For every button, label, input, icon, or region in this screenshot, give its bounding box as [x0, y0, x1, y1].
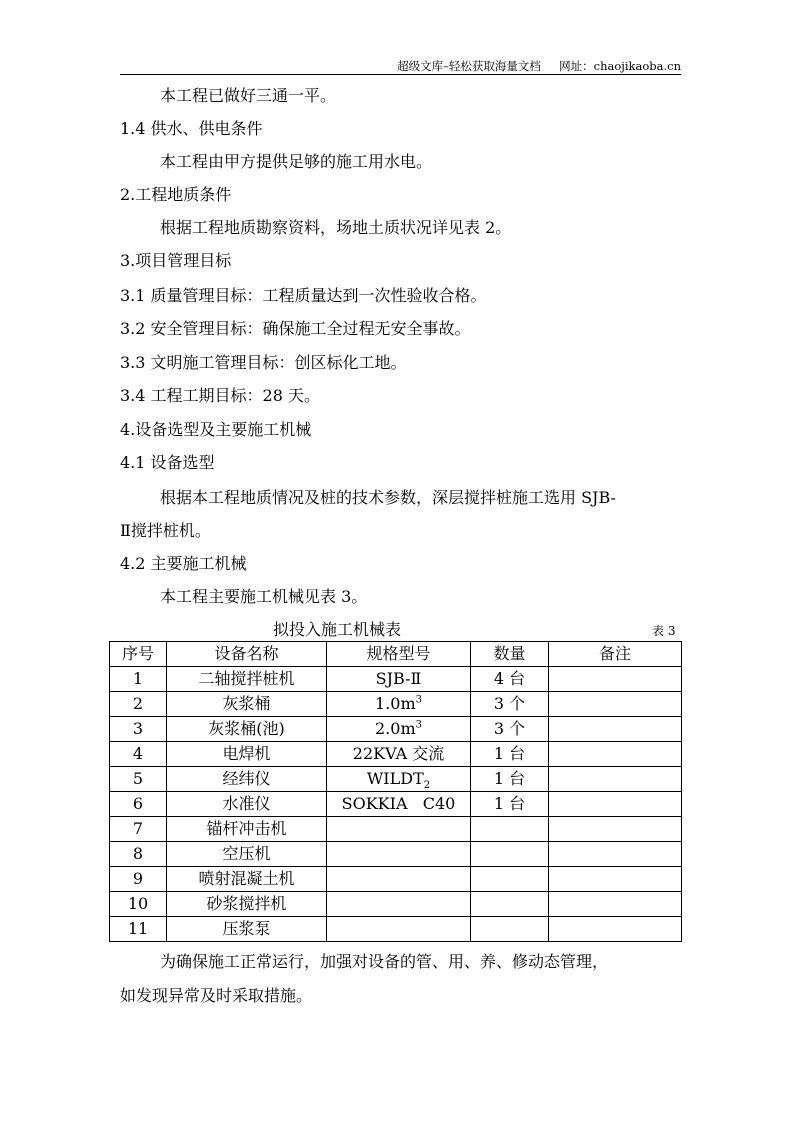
section-heading-2: 2.工程地质条件	[120, 185, 232, 204]
cell-no: 1	[110, 667, 167, 692]
paragraph-continued: 如发现异常及时采取措施。	[120, 986, 313, 1005]
table-row	[110, 842, 682, 867]
table-header-row	[110, 642, 682, 667]
cell-qty: 1 台	[471, 792, 549, 817]
paragraph: 本工程由甲方提供足够的施工用水电。	[160, 152, 433, 171]
paragraph: 本工程已做好三通一平。	[160, 86, 337, 105]
cell-qty: 4 台	[471, 667, 549, 692]
cell-no: 3	[110, 717, 167, 742]
table-number: 表 3	[652, 624, 676, 638]
cell-spec	[327, 842, 471, 867]
paragraph: 为确保施工正常运行，加强对设备的管、用、养、修动态管理，	[160, 952, 609, 971]
cell-note	[549, 917, 682, 942]
cell-spec: $1.0m^3$	[327, 692, 471, 717]
column-header-no: 序号	[110, 642, 167, 667]
cell-note	[549, 767, 682, 792]
cell-no: 8	[110, 842, 167, 867]
table-row	[110, 767, 682, 792]
cell-note	[549, 867, 682, 892]
cell-no: 7	[110, 817, 167, 842]
cell-spec: $WILDT_2$	[327, 767, 471, 792]
cell-spec: SJB-Ⅱ	[327, 667, 471, 692]
cell-qty	[471, 892, 549, 917]
table-row	[110, 792, 682, 817]
column-header-spec: 规格型号	[327, 642, 471, 667]
table-row	[110, 892, 682, 917]
section-heading-4-2: 4.2 主要施工机械	[120, 554, 247, 573]
cell-no: 6	[110, 792, 167, 817]
table-row	[110, 817, 682, 842]
table-row	[110, 867, 682, 892]
section-heading-3-4: 3.4 工程工期目标：28 天。	[120, 386, 320, 405]
cell-name: 灰浆桶	[167, 692, 327, 717]
cell-name: 压浆泵	[167, 917, 327, 942]
cell-spec	[327, 817, 471, 842]
section-heading-4: 4.设备选型及主要施工机械	[120, 420, 312, 439]
column-header-qty: 数量	[471, 642, 549, 667]
section-heading-3-2: 3.2 安全管理目标：确保施工全过程无安全事故。	[120, 319, 471, 338]
paragraph-continued: Ⅱ搅拌桩机。	[120, 521, 211, 540]
header-site-name: 超级文库–轻松获取海量文档	[397, 59, 541, 73]
cell-qty	[471, 917, 549, 942]
cell-note	[549, 792, 682, 817]
cell-spec	[327, 892, 471, 917]
table-row	[110, 667, 682, 692]
cell-name: 二轴搅拌桩机	[167, 667, 327, 692]
table-row	[110, 717, 682, 742]
equipment-table	[109, 641, 682, 942]
cell-spec: $2.0m^3$	[327, 717, 471, 742]
cell-qty: 1 台	[471, 742, 549, 767]
page-header	[120, 58, 681, 74]
column-header-name: 设备名称	[167, 642, 327, 667]
cell-note	[549, 742, 682, 767]
cell-no: 11	[110, 917, 167, 942]
cell-qty: 3 个	[471, 717, 549, 742]
table-caption: 拟投入施工机械表	[273, 620, 402, 639]
cell-no: 9	[110, 867, 167, 892]
header-url: 网址：chaojikaoba.cn	[559, 59, 681, 73]
cell-name: 锚杆冲击机	[167, 817, 327, 842]
cell-spec: SOKKIA C40	[327, 792, 471, 817]
cell-note	[549, 692, 682, 717]
cell-name: 经纬仪	[167, 767, 327, 792]
paragraph: 根据工程地质勘察资料，场地土质状况详见表 2。	[160, 218, 512, 237]
section-heading-4-1: 4.1 设备选型	[120, 453, 215, 472]
table-row	[110, 917, 682, 942]
cell-qty: 1 台	[471, 767, 549, 792]
cell-note	[549, 892, 682, 917]
cell-no: 10	[110, 892, 167, 917]
cell-qty	[471, 817, 549, 842]
cell-qty: 3 个	[471, 692, 549, 717]
header-divider	[120, 74, 681, 75]
cell-no: 2	[110, 692, 167, 717]
cell-name: 水准仪	[167, 792, 327, 817]
section-heading-3-1: 3.1 质量管理目标：工程质量达到一次性验收合格。	[120, 286, 487, 305]
cell-spec	[327, 917, 471, 942]
cell-name: 电焊机	[167, 742, 327, 767]
cell-qty	[471, 867, 549, 892]
cell-spec	[327, 867, 471, 892]
cell-note	[549, 667, 682, 692]
section-heading-1-4: 1.4 供水、供电条件	[120, 119, 263, 138]
section-heading-3: 3.项目管理目标	[120, 251, 232, 270]
cell-note	[549, 842, 682, 867]
cell-no: 4	[110, 742, 167, 767]
paragraph: 本工程主要施工机械见表 3。	[160, 587, 368, 606]
paragraph: 根据本工程地质情况及桩的技术参数，深层搅拌桩施工选用 SJB-	[160, 488, 616, 507]
cell-name: 喷射混凝土机	[167, 867, 327, 892]
table-row	[110, 742, 682, 767]
column-header-note: 备注	[549, 642, 682, 667]
cell-qty	[471, 842, 549, 867]
section-heading-3-3: 3.3 文明施工管理目标：创区标化工地。	[120, 353, 407, 372]
table-row	[110, 692, 682, 717]
cell-no: 5	[110, 767, 167, 792]
cell-name: 灰浆桶(池)	[167, 717, 327, 742]
cell-note	[549, 717, 682, 742]
cell-name: 砂浆搅拌机	[167, 892, 327, 917]
cell-note	[549, 817, 682, 842]
cell-spec: 22KVA 交流	[327, 742, 471, 767]
cell-name: 空压机	[167, 842, 327, 867]
